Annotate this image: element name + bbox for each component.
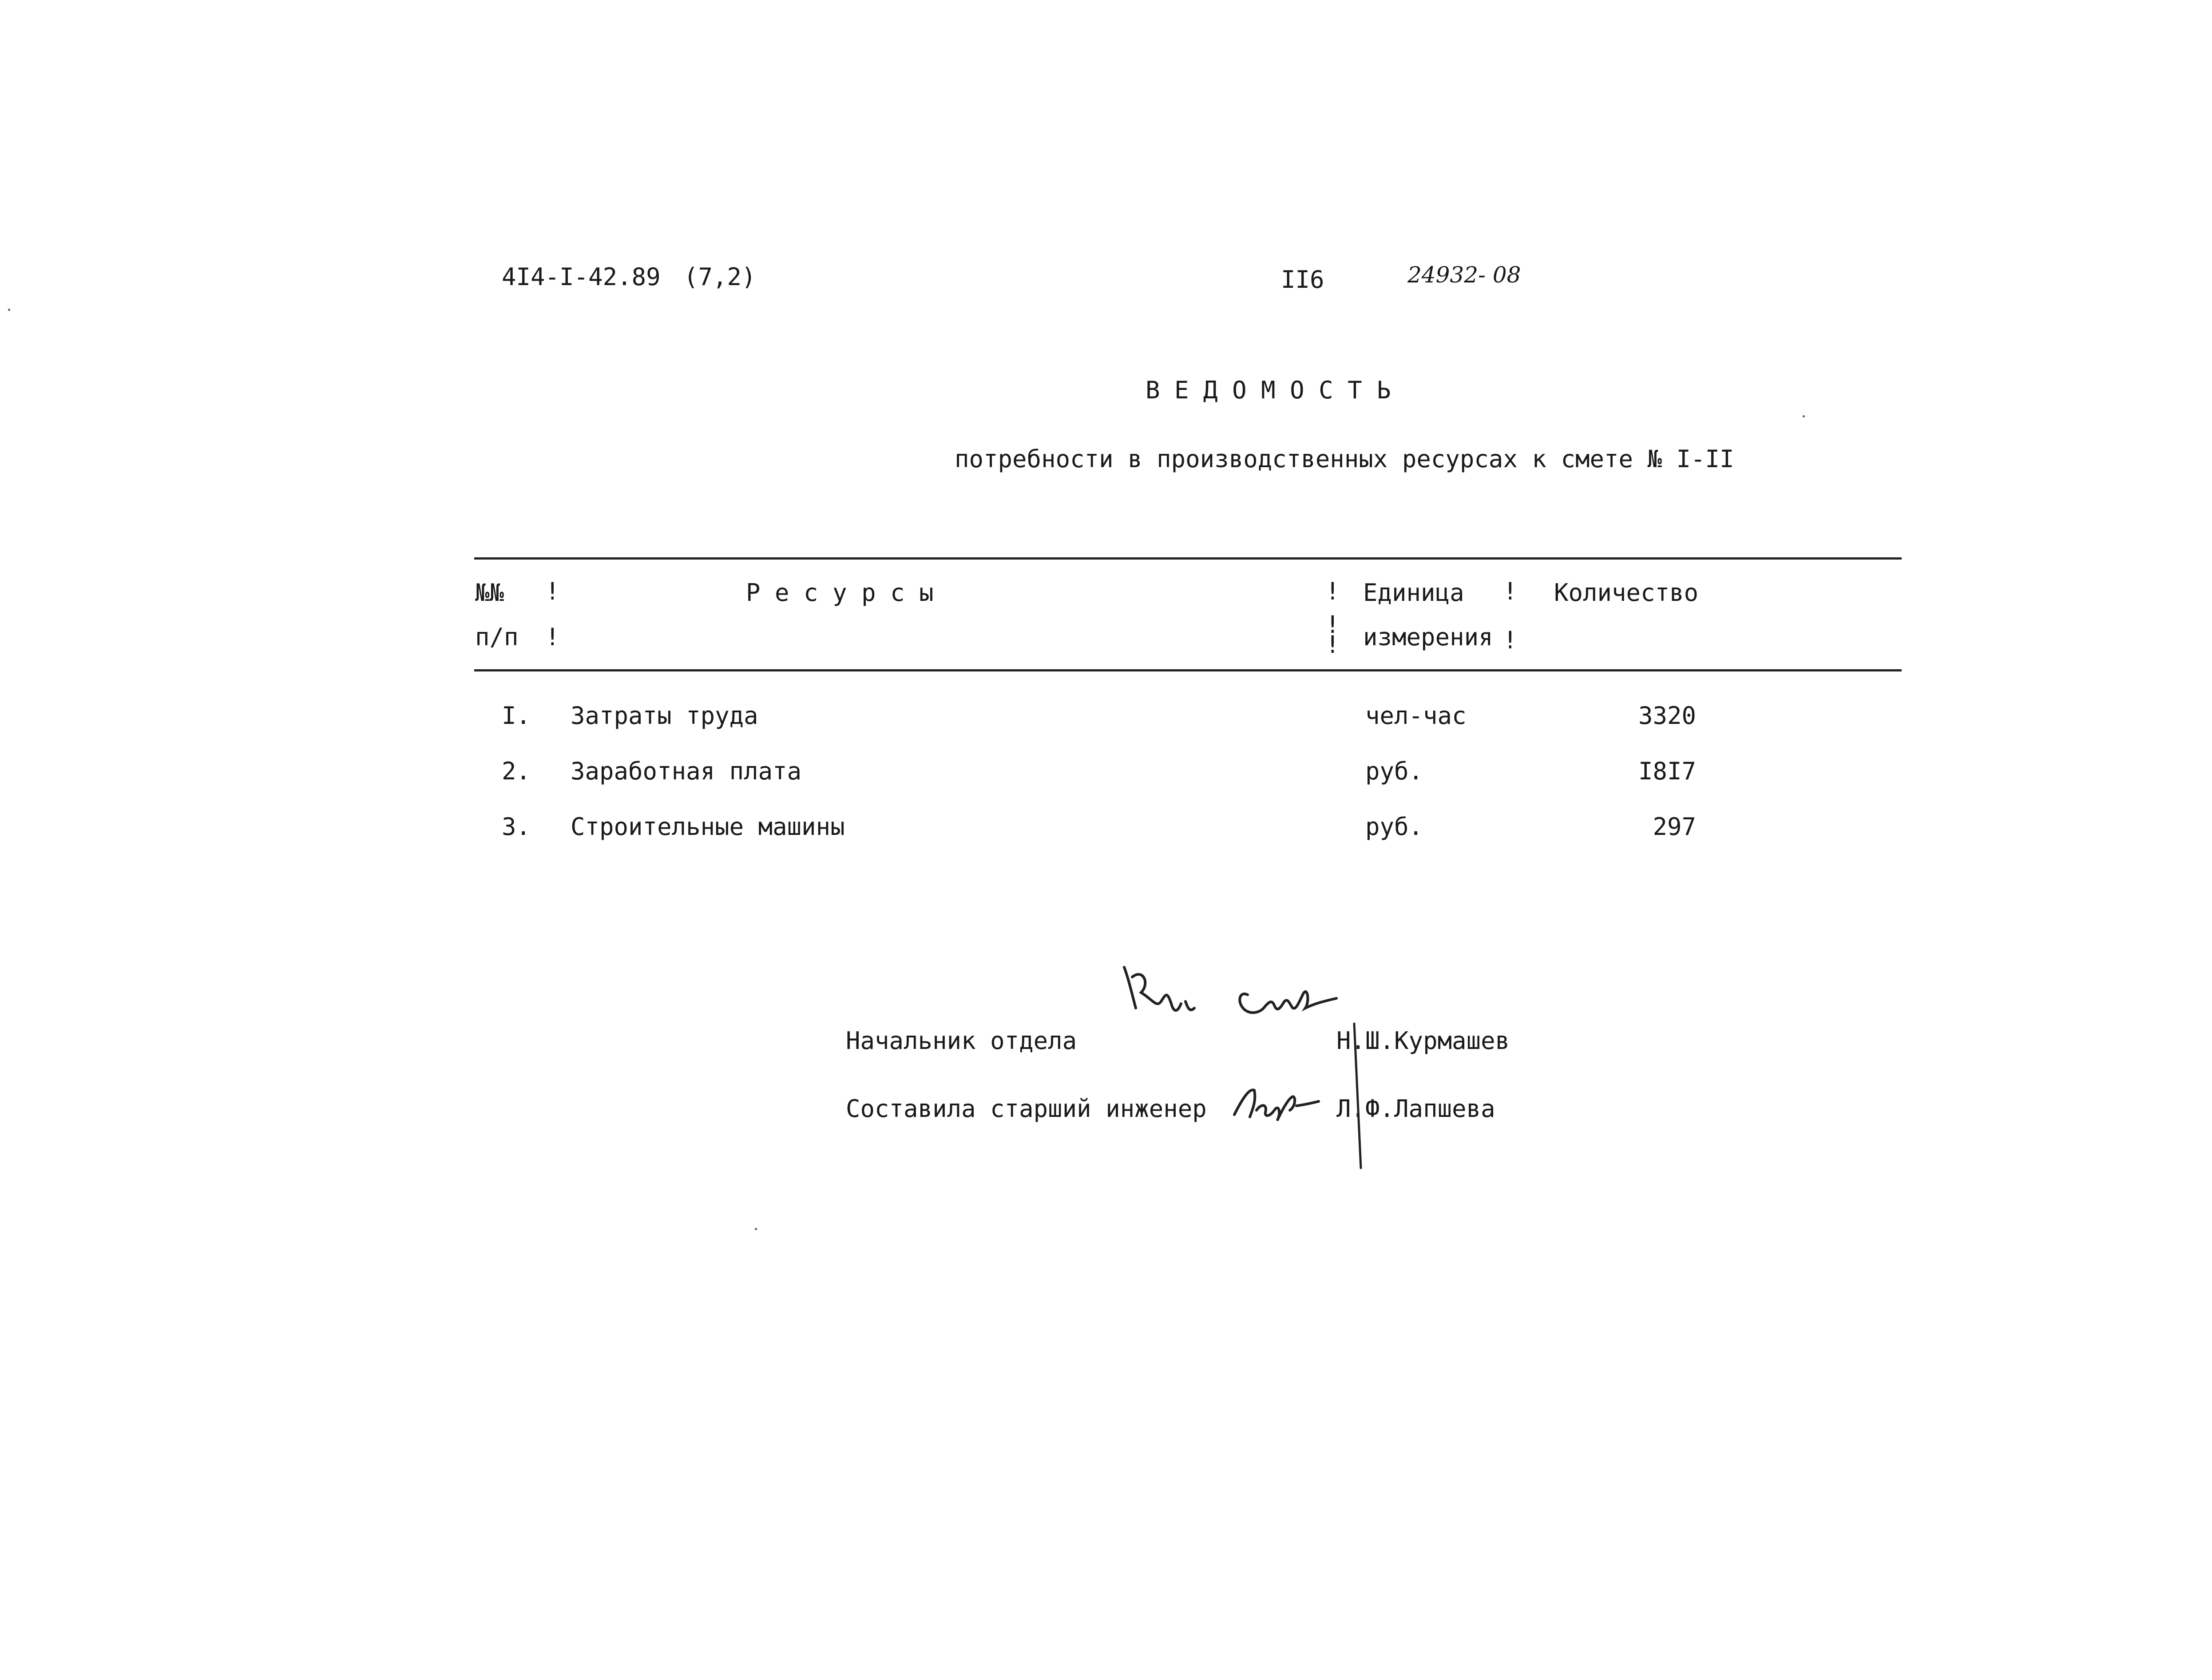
header-separator: ! bbox=[1325, 577, 1340, 605]
row-number: 3. bbox=[502, 813, 531, 841]
archive-number: 24932- 08 bbox=[1407, 262, 1521, 288]
row-quantity: 297 bbox=[1653, 813, 1696, 841]
header-separator: ! bbox=[1503, 577, 1518, 605]
pen-stroke bbox=[1350, 1021, 1368, 1172]
compiler-signature bbox=[1230, 1079, 1323, 1128]
scan-speck bbox=[1803, 415, 1805, 417]
header-separator: ! bbox=[545, 577, 560, 605]
document-code: 4I4-I-42.89 bbox=[502, 263, 661, 291]
header-separator: ! bbox=[1503, 626, 1518, 654]
table-top-rule bbox=[474, 557, 1902, 560]
row-resource: Затраты труда bbox=[571, 702, 758, 730]
scan-speck bbox=[755, 1228, 757, 1230]
header-resources: Р е с у р с ы bbox=[746, 579, 934, 607]
head-role: Начальник отдела bbox=[846, 1027, 1077, 1055]
row-unit: руб. bbox=[1365, 757, 1423, 785]
row-resource: Строительные машины bbox=[571, 813, 845, 841]
row-number: 2. bbox=[502, 757, 531, 785]
row-unit: руб. bbox=[1365, 813, 1423, 841]
document-title: В Е Д О М О С Т Ь bbox=[1146, 376, 1391, 404]
header-num-line1: №№ bbox=[475, 579, 504, 607]
compiler-name: Л.Ф.Лапшева bbox=[1336, 1095, 1495, 1123]
scan-speck bbox=[8, 309, 10, 311]
header-num-line2: п/п bbox=[475, 623, 519, 651]
album-number: (7,2) bbox=[684, 263, 756, 291]
header-quantity: Количество bbox=[1554, 579, 1699, 607]
page-number: II6 bbox=[1281, 266, 1324, 294]
row-quantity: I8I7 bbox=[1638, 757, 1696, 785]
row-quantity: 3320 bbox=[1638, 702, 1696, 730]
head-signature bbox=[1119, 959, 1350, 1061]
header-separator: ! bbox=[1325, 611, 1340, 639]
header-unit-line1: Единица bbox=[1363, 579, 1464, 607]
table-header-rule bbox=[474, 669, 1902, 671]
header-separator: ! bbox=[1325, 631, 1340, 659]
header-separator: ! bbox=[545, 623, 560, 651]
document-subtitle: потребности в производственных ресурсах к смете № I-II bbox=[955, 445, 1734, 473]
row-number: I. bbox=[502, 702, 531, 730]
header-unit-line2: измерения bbox=[1363, 623, 1493, 651]
compiler-role: Составила старший инженер bbox=[846, 1095, 1207, 1123]
row-unit: чел-час bbox=[1365, 702, 1467, 730]
row-resource: Заработная плата bbox=[571, 757, 802, 785]
head-name: Н.Ш.Курмашев bbox=[1336, 1027, 1510, 1055]
